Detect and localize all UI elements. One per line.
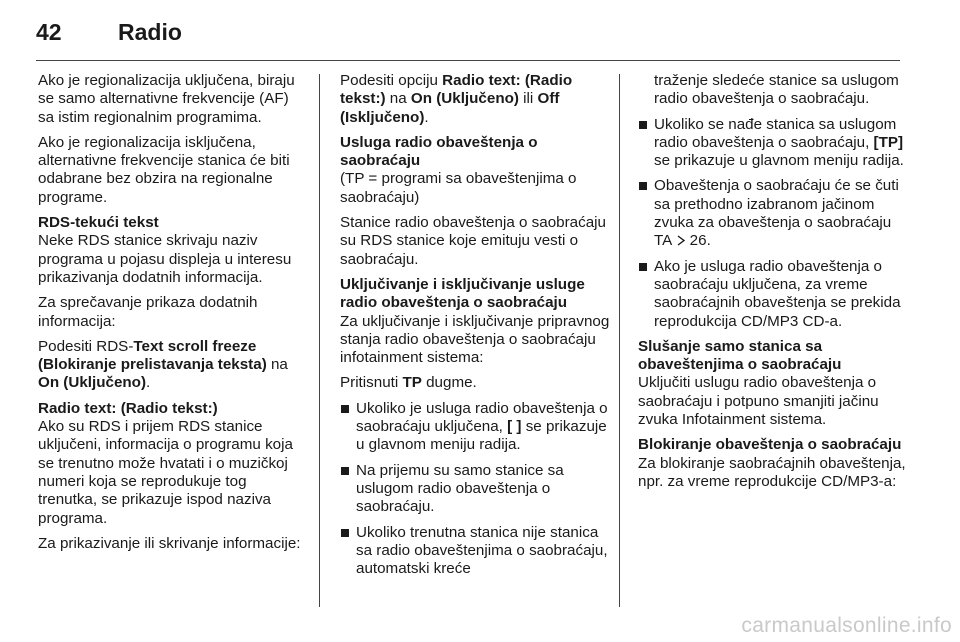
section-heading: Usluga radio obaveštenja o saobraćaju <box>340 133 538 170</box>
option-on: On (Uključeno) <box>38 374 147 392</box>
bullet-square-icon <box>639 263 647 271</box>
paragraph: Za prikazivanje ili skrivanje informacije: <box>38 534 301 552</box>
section-heading: Radio text: (Radio tekst:) <box>38 399 218 417</box>
paragraph: (TP = programi sa obaveštenjima o saobraćaju) <box>340 170 577 206</box>
menu-option-text-scroll: Text scroll freeze (Blokiranje prelistavanja teksta) <box>38 337 267 374</box>
text: Ukoliko se nađe stanica sa uslugom radio obaveštenja o saobraćaju, <box>654 115 897 151</box>
tp-indicator: [TP] <box>873 133 904 151</box>
text: Ukoliko trenutna stanica nije stanica sa radio obaveštenjima o saobraćaju, automatski kreće <box>356 523 608 578</box>
bullet-item <box>638 116 908 171</box>
text: . <box>424 108 429 126</box>
column-2 <box>340 72 610 585</box>
tp-indicator: [ ] <box>507 418 522 436</box>
bullet-square-icon <box>341 467 349 475</box>
bullet-square-icon <box>341 529 349 537</box>
option-on: On (Uključeno) <box>410 90 519 108</box>
page-title: Radio <box>118 19 182 45</box>
bullet-item <box>340 462 610 517</box>
bullet-item <box>340 400 610 455</box>
page-reference-number: 26 <box>689 232 707 250</box>
bullet-continuation: traženje sledeće stanice sa uslugom radio obaveštenja o saobraćaju. <box>654 72 899 108</box>
text: Obaveštenja o saobraćaju će se čuti sa prethodno izabranom jačinom zvuka za obaveštenja o saobraćaju TA <box>654 177 899 250</box>
text: Na prijemu su samo stanice sa uslugom radio obaveštenja o saobraćaju. <box>356 461 564 516</box>
column-3 <box>638 72 908 498</box>
bullet-square-icon <box>639 121 647 129</box>
tp-button-label: TP <box>402 374 422 392</box>
paragraph: Ako je regionalizacija uključena, biraju se samo alternativne frekvencije (AF) sa istim regionalnim programima. <box>38 72 295 126</box>
bullet-item <box>340 524 610 579</box>
page-reference[interactable] <box>676 232 707 249</box>
text: Podesiti RDS- <box>38 337 134 355</box>
page-number: 42 <box>36 19 62 45</box>
text: Podesiti opciju <box>340 72 443 89</box>
section-heading: Uključivanje i isključivanje usluge radio obaveštenja o saobraćaju <box>340 275 585 312</box>
text: na <box>266 356 288 374</box>
paragraph: Stanice radio obaveštenja o saobraćaju su RDS stanice koje emituju vesti o saobraćaju. <box>340 214 606 268</box>
text: na <box>385 90 411 108</box>
paragraph: Za sprečavanje prikaza dodatnih informacija: <box>38 294 258 330</box>
page-reference-arrow-icon <box>676 235 687 246</box>
column-1 <box>38 72 308 560</box>
text: ili <box>518 90 538 108</box>
text: Pritisnuti <box>340 374 403 392</box>
paragraph: Za uključivanje i isključivanje pripravnog stanja radio obaveštenja o saobraćaju infotainment sistema: <box>340 312 610 367</box>
paragraph: Ako su RDS i prijem RDS stanice uključeni, informacija o programu koja se trenutno može hvatati i o muzičkoj numeri koja se reprodukuje tog trenutka, se prikazuje ispod naziva programa. <box>38 418 293 527</box>
text: dugme. <box>421 374 477 392</box>
text: se prikazuje u glavnom meniju radija. <box>654 152 904 170</box>
paragraph: Ako je regionalizacija isključena, alternativne frekvencije stanica će biti odabrane bez obzira na regionalne programe. <box>38 133 290 206</box>
text: . <box>146 374 151 392</box>
paragraph <box>340 72 610 127</box>
bullet-item <box>638 177 908 250</box>
bullet-square-icon <box>639 182 647 190</box>
text: Ako je usluga radio obaveštenja o saobraćaju uključena, za vreme saobraćajnih obaveštenja se prekida reprodukcija CD/MP3 CD-a. <box>654 257 901 330</box>
text: Ukoliko je usluga radio obaveštenja o saobraćaju uključena, <box>356 399 608 436</box>
header-rule <box>36 60 900 61</box>
paragraph: Neke RDS stanice skrivaju naziv programa u pojasu displeja u interesu prikazivanja dodatnih informacija. <box>38 232 292 286</box>
paragraph: Uključiti uslugu radio obaveštenja o saobraćaju i potpuno smanjiti jačinu zvuka Infotainment sistema. <box>638 374 879 429</box>
bullet-square-icon <box>341 405 349 413</box>
section-heading: RDS-tekući tekst <box>38 214 159 232</box>
watermark: carmanualsonline.info <box>741 614 952 637</box>
option-off: Off (Isključeno) <box>340 90 560 126</box>
paragraph: Za blokiranje saobraćajnih obaveštenja, npr. za vreme reprodukcije CD/MP3-a: <box>638 454 906 490</box>
section-heading: Blokiranje obaveštenja o saobraćaju <box>638 436 902 454</box>
text: . <box>706 232 711 250</box>
menu-option-radio-text: Radio text: (Radio tekst:) <box>340 72 573 108</box>
column-separator-1 <box>319 74 320 607</box>
section-heading: Slušanje samo stanica sa obaveštenjima o saobraćaju <box>638 337 842 374</box>
text: se prikazuje u glavnom meniju radija. <box>356 418 607 454</box>
bullet-item <box>638 258 908 331</box>
paragraph <box>38 338 308 393</box>
paragraph <box>340 374 610 392</box>
column-separator-2 <box>619 74 620 607</box>
